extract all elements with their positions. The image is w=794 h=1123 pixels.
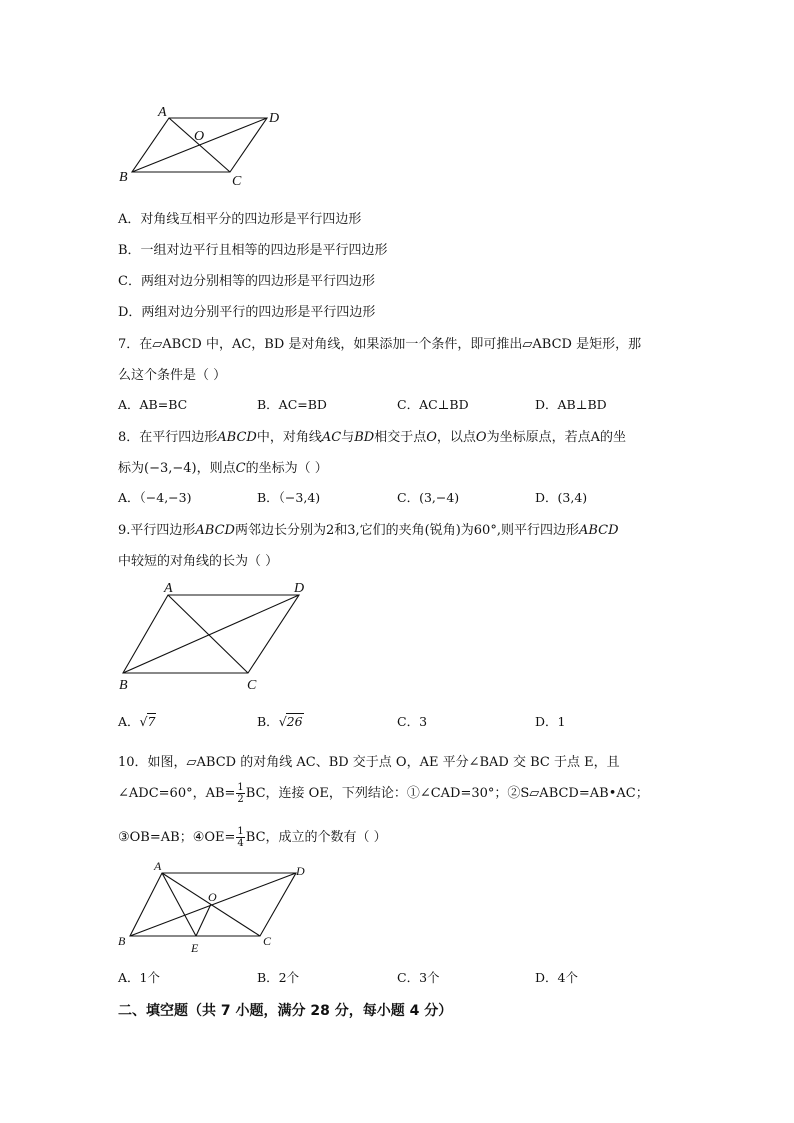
fig3-label-e: E — [191, 941, 199, 955]
fig1-label-c: C — [232, 174, 242, 189]
fig3-label-c: C — [263, 934, 272, 948]
q7-option-a: A．AB=BC — [118, 397, 188, 412]
figure-parallelogram-2 — [110, 575, 320, 695]
fig2-label-b: B — [119, 678, 128, 693]
sqrt-sign: √ — [278, 714, 287, 729]
q9-option-d: D．1 — [535, 714, 566, 729]
q7-option-b: B．AC=BD — [257, 397, 327, 412]
q10-option-c: C．3个 — [397, 970, 440, 985]
fraction-one-half: $\frac{1}{2}$ — [237, 782, 244, 805]
q9-option-b: B．√26 — [257, 714, 303, 729]
fig1-label-a: A — [158, 105, 167, 120]
fraction-one-quarter: $\frac{1}{4}$ — [237, 826, 244, 849]
fig3-label-o: O — [208, 890, 217, 904]
q10-stem-line3: ③OB=AB；④OE= $\frac{1}{4}$ BC，成立的个数有（ ） — [118, 826, 387, 849]
section-heading-fill-in: 二、填空题（共 7 小题，满分 28 分，每小题 4 分） — [118, 1003, 453, 1019]
figure-parallelogram-3 — [110, 855, 320, 960]
fig1-label-d: D — [269, 111, 280, 126]
q6-option-b: B．一组对边平行且相等的四边形是平行四边形 — [118, 243, 388, 258]
q7-option-d: D．AB⊥BD — [535, 397, 607, 412]
fig1-label-b: B — [119, 170, 128, 185]
q9-stem-line1: 9.平行四边形ABCD两邻边长分别为2和3,它们的夹角(锐角)为60°,则平行四边形ABCD — [118, 523, 619, 538]
fig3-label-b: B — [118, 934, 126, 948]
q10-stem-line1: 10．如图，▱ABCD 的对角线 AC、BD 交于点 O，AE 平分∠BAD 交 BC 于点 E，且 — [118, 755, 620, 770]
q10-option-b: B．2个 — [257, 970, 300, 985]
q6-option-c: C．两组对边分别相等的四边形是平行四边形 — [118, 274, 375, 289]
fig2-label-c: C — [247, 678, 257, 693]
q9-stem-line2: 中较短的对角线的长为（ ） — [118, 554, 279, 569]
fig2-label-d: D — [294, 581, 305, 596]
q8-option-b: B．（−3,4) — [257, 490, 321, 505]
fig3-label-d: D — [296, 864, 305, 878]
q7-option-c: C．AC⊥BD — [397, 397, 469, 412]
q9-option-a: A．√7 — [118, 714, 156, 729]
fig1-label-o: O — [194, 129, 205, 144]
q10-option-a: A．1个 — [118, 970, 160, 985]
q8-stem-line2: 标为(−3,−4)，则点C的坐标为（ ） — [118, 461, 328, 476]
fig3-label-a: A — [154, 859, 162, 873]
q7-stem-line2: 么这个条件是（ ） — [118, 368, 227, 383]
q7-stem-line1: 7．在▱ABCD 中，AC，BD 是对角线，如果添加一个条件，即可推出▱ABCD 是矩形，那 — [118, 337, 642, 352]
q10-option-d: D．4个 — [535, 970, 578, 985]
sqrt-sign: √ — [139, 714, 148, 729]
q6-option-d: D．两组对边分别平行的四边形是平行四边形 — [118, 305, 376, 320]
fig2-label-a: A — [164, 581, 173, 596]
q8-option-a: A．（−4,−3) — [118, 490, 192, 505]
figure-parallelogram-1 — [110, 100, 310, 195]
q8-option-c: C．(3,−4) — [397, 490, 460, 505]
q10-stem-line2: ∠ADC=60°，AB= $\frac{1}{2}$ BC，连接 OE，下列结论：①∠CAD=30°；②S▱ABCD=AB•AC； — [118, 782, 649, 805]
q8-stem-line1: 8．在平行四边形ABCD中，对角线AC与BD相交于点O，以点O为坐标原点，若点A的坐 — [118, 430, 626, 445]
q6-option-a: A．对角线互相平分的四边形是平行四边形 — [118, 212, 362, 227]
q9-option-c: C．3 — [397, 714, 428, 729]
q8-option-d: D．(3,4) — [535, 490, 588, 505]
